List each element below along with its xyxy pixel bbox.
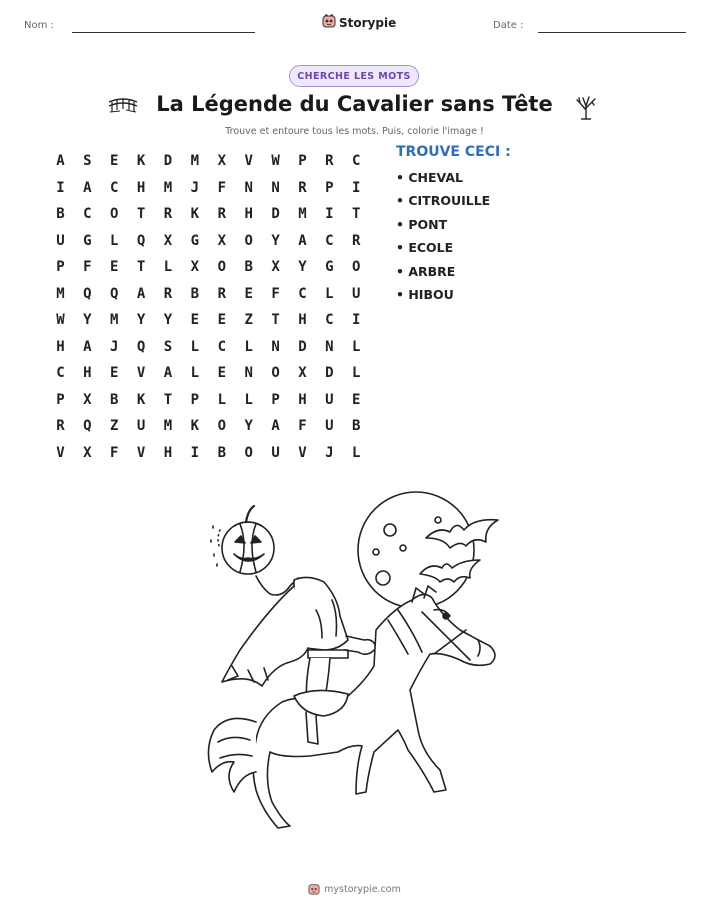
grid-letter[interactable]: N	[244, 365, 253, 382]
grid-letter[interactable]: H	[83, 365, 92, 382]
grid-letter[interactable]: G	[83, 232, 92, 249]
grid-letter[interactable]: L	[110, 232, 119, 249]
grid-letter[interactable]: K	[136, 391, 146, 408]
grid-letter[interactable]: E	[110, 153, 119, 170]
grid-letter[interactable]: X	[271, 259, 280, 276]
grid-letter[interactable]: A	[56, 153, 65, 170]
grid-letter[interactable]: R	[217, 206, 226, 223]
grid-letter[interactable]: W	[271, 153, 280, 170]
grid-letter[interactable]: B	[217, 444, 226, 461]
grid-letter[interactable]: A	[136, 285, 146, 302]
grid-letter[interactable]: X	[298, 365, 307, 382]
grid-letter[interactable]: G	[190, 232, 200, 249]
grid-letter[interactable]: N	[271, 179, 280, 196]
grid-letter[interactable]: M	[110, 312, 119, 329]
grid-letter[interactable]: C	[56, 365, 65, 382]
grid-letter[interactable]: Q	[136, 338, 146, 355]
grid-letter[interactable]: H	[244, 206, 253, 223]
grid-letter[interactable]: U	[325, 391, 334, 408]
grid-letter[interactable]: J	[190, 179, 200, 196]
grid-letter[interactable]: H	[298, 391, 307, 408]
grid-row	[47, 360, 370, 387]
grid-letter[interactable]: D	[298, 338, 307, 355]
grid-letter[interactable]: L	[352, 365, 361, 382]
grid-letter[interactable]: P	[325, 179, 334, 196]
grid-letter[interactable]: J	[325, 444, 334, 461]
grid-letter[interactable]: U	[271, 444, 280, 461]
grid-row	[47, 307, 370, 334]
grid-letter[interactable]: K	[190, 206, 200, 223]
grid-letter[interactable]: M	[298, 206, 307, 223]
grid-letter[interactable]: U	[352, 285, 361, 302]
grid-letter[interactable]: V	[56, 444, 65, 461]
grid-letter[interactable]: D	[325, 365, 334, 382]
grid-letter[interactable]: P	[190, 391, 200, 408]
grid-row	[47, 201, 370, 228]
grid-letter[interactable]: X	[83, 391, 92, 408]
headless-horseman-illustration[interactable]	[198, 490, 518, 835]
grid-letter[interactable]: Q	[83, 418, 92, 435]
grid-letter[interactable]: L	[325, 285, 334, 302]
grid-letter[interactable]: L	[244, 391, 253, 408]
grid-letter[interactable]: B	[352, 418, 361, 435]
grid-letter[interactable]: O	[244, 232, 253, 249]
grid-letter[interactable]: M	[163, 418, 173, 435]
grid-letter[interactable]: W	[56, 312, 65, 329]
grid-letter[interactable]: X	[83, 444, 92, 461]
word-item: • PONT	[396, 216, 448, 232]
grid-letter[interactable]: J	[110, 338, 119, 355]
grid-letter[interactable]: A	[298, 232, 307, 249]
word-item: • CHEVAL	[396, 170, 463, 185]
grid-letter[interactable]: C	[83, 206, 92, 223]
grid-row	[47, 387, 370, 414]
grid-letter[interactable]: Y	[163, 312, 173, 329]
grid-letter[interactable]: E	[217, 312, 226, 329]
activity-badge: CHERCHE LES MOTS	[289, 65, 419, 87]
grid-letter[interactable]: M	[190, 153, 200, 170]
grid-letter[interactable]: E	[352, 391, 361, 408]
grid-letter[interactable]: D	[163, 153, 173, 170]
word-item: • ARBRE	[396, 263, 456, 279]
grid-letter[interactable]: I	[352, 179, 361, 196]
grid-letter[interactable]: N	[325, 338, 334, 355]
grid-letter[interactable]: S	[163, 338, 173, 355]
grid-letter[interactable]: K	[190, 418, 200, 435]
word-list	[396, 144, 511, 310]
grid-letter[interactable]: C	[325, 232, 334, 249]
page-title: La Légende du Cavalier sans Tête	[156, 92, 553, 116]
grid-letter[interactable]: I	[56, 179, 65, 196]
grid-letter[interactable]: P	[298, 153, 307, 170]
horse	[208, 586, 495, 828]
grid-letter[interactable]: E	[110, 365, 119, 382]
date-label: Date :	[493, 20, 524, 31]
grid-letter[interactable]: L	[190, 338, 200, 355]
grid-row	[47, 148, 370, 175]
grid-letter[interactable]: H	[136, 179, 146, 196]
grid-letter[interactable]: C	[298, 285, 307, 302]
grid-letter[interactable]: V	[298, 444, 307, 461]
grid-letter[interactable]: O	[352, 259, 361, 276]
grid-letter[interactable]: D	[271, 206, 280, 223]
grid-letter[interactable]: O	[217, 418, 226, 435]
grid-letter[interactable]: C	[352, 153, 361, 170]
grid-letter[interactable]: I	[190, 444, 200, 461]
grid-letter[interactable]: Y	[83, 312, 92, 329]
grid-letter[interactable]: A	[271, 418, 280, 435]
word-item: • CITROUILLE	[396, 193, 491, 209]
grid-letter[interactable]: H	[163, 444, 173, 461]
grid-letter[interactable]: A	[83, 179, 92, 196]
grid-letter[interactable]: P	[271, 391, 280, 408]
grid-letter[interactable]: F	[217, 179, 226, 196]
name-label: Nom :	[24, 20, 54, 31]
grid-letter[interactable]: R	[325, 153, 334, 170]
grid-letter[interactable]: U	[325, 418, 334, 435]
word-search-grid	[47, 148, 370, 466]
grid-letter[interactable]: L	[217, 391, 226, 408]
grid-letter[interactable]: X	[190, 259, 200, 276]
grid-letter[interactable]: Y	[244, 418, 253, 435]
grid-letter[interactable]: Z	[244, 312, 253, 329]
grid-letter[interactable]: R	[56, 418, 65, 435]
grid-letter[interactable]: C	[217, 338, 226, 355]
grid-letter[interactable]: L	[352, 444, 361, 461]
grid-letter[interactable]: T	[352, 206, 361, 223]
word-item: • HIBOU	[396, 286, 454, 302]
grid-letter[interactable]: V	[136, 444, 146, 461]
grid-letter[interactable]: E	[217, 365, 226, 382]
brand-name: Storypie	[339, 15, 397, 30]
grid-letter[interactable]: L	[352, 338, 361, 355]
grid-letter[interactable]: M	[56, 285, 65, 302]
grid-letter[interactable]: H	[298, 312, 307, 329]
grid-letter[interactable]: P	[56, 391, 65, 408]
grid-letter[interactable]: Y	[298, 259, 307, 276]
grid-letter[interactable]: Y	[136, 312, 146, 329]
grid-letter[interactable]: O	[244, 444, 253, 461]
grid-letter[interactable]: N	[244, 179, 253, 196]
footer	[0, 880, 709, 899]
grid-letter[interactable]: G	[325, 259, 334, 276]
name-line[interactable]	[72, 32, 255, 33]
grid-letter[interactable]: E	[110, 259, 119, 276]
date-line[interactable]	[538, 32, 686, 33]
grid-letter[interactable]: R	[163, 206, 173, 223]
grid-row	[47, 440, 370, 467]
grid-letter[interactable]: I	[325, 206, 334, 223]
grid-letter[interactable]: O	[110, 206, 119, 223]
word-list-title: TROUVE CECI :	[396, 144, 511, 160]
grid-letter[interactable]: L	[190, 365, 200, 382]
grid-letter[interactable]: T	[136, 206, 146, 223]
grid-row	[47, 228, 370, 255]
grid-letter[interactable]: F	[298, 418, 307, 435]
grid-letter[interactable]: N	[271, 338, 280, 355]
grid-row	[47, 413, 370, 440]
grid-row	[47, 175, 370, 202]
grid-letter[interactable]: C	[110, 179, 119, 196]
grid-letter[interactable]: F	[110, 444, 119, 461]
grid-letter[interactable]: B	[190, 285, 200, 302]
grid-letter[interactable]: H	[56, 338, 65, 355]
grid-letter[interactable]: X	[163, 232, 173, 249]
grid-letter[interactable]: O	[217, 259, 226, 276]
grid-letter[interactable]: X	[217, 232, 226, 249]
grid-letter[interactable]: R	[352, 232, 361, 249]
grid-letter[interactable]: X	[217, 153, 226, 170]
grid-letter[interactable]: O	[271, 365, 280, 382]
grid-letter[interactable]: U	[136, 418, 146, 435]
grid-letter[interactable]: Q	[136, 232, 146, 249]
grid-letter[interactable]: T	[163, 391, 173, 408]
grid-letter[interactable]: B	[244, 259, 253, 276]
grid-letter[interactable]: F	[271, 285, 280, 302]
grid-letter[interactable]: B	[56, 206, 65, 223]
grid-letter[interactable]: M	[163, 179, 173, 196]
grid-letter[interactable]: R	[163, 285, 173, 302]
grid-letter[interactable]: Q	[110, 285, 119, 302]
grid-row	[47, 281, 370, 308]
grid-letter[interactable]: A	[163, 365, 173, 382]
grid-letter[interactable]: U	[56, 232, 65, 249]
instructions: Trouve et entoure tous les mots. Puis, colorie l'image !	[225, 126, 484, 137]
grid-letter[interactable]: F	[83, 259, 92, 276]
grid-letter[interactable]: Q	[83, 285, 92, 302]
grid-letter[interactable]: A	[83, 338, 92, 355]
footer-url[interactable]: mystorypie.com	[324, 884, 401, 895]
grid-letter[interactable]: E	[190, 312, 200, 329]
grid-letter[interactable]: Y	[271, 232, 280, 249]
grid-letter[interactable]: K	[136, 153, 146, 170]
grid-letter[interactable]: I	[352, 312, 361, 329]
grid-letter[interactable]: E	[244, 285, 253, 302]
grid-letter[interactable]: Z	[110, 418, 119, 435]
grid-letter[interactable]: R	[298, 179, 307, 196]
storypie-logo-icon	[308, 880, 320, 899]
grid-letter[interactable]: L	[163, 259, 173, 276]
grid-letter[interactable]: V	[244, 153, 253, 170]
grid-letter[interactable]: R	[217, 285, 226, 302]
bare-tree-icon	[573, 94, 599, 124]
grid-letter[interactable]: B	[110, 391, 119, 408]
grid-row	[47, 254, 370, 281]
grid-letter[interactable]: V	[136, 365, 146, 382]
grid-letter[interactable]: P	[56, 259, 65, 276]
grid-letter[interactable]: T	[271, 312, 280, 329]
grid-letter[interactable]: C	[325, 312, 334, 329]
pumpkin	[211, 506, 274, 574]
grid-letter[interactable]: L	[244, 338, 253, 355]
grid-row	[47, 334, 370, 361]
grid-letter[interactable]: S	[83, 153, 92, 170]
storypie-logo-icon	[322, 13, 336, 32]
brand	[322, 13, 396, 32]
word-item: • ECOLE	[396, 240, 454, 256]
grid-letter[interactable]: T	[136, 259, 146, 276]
